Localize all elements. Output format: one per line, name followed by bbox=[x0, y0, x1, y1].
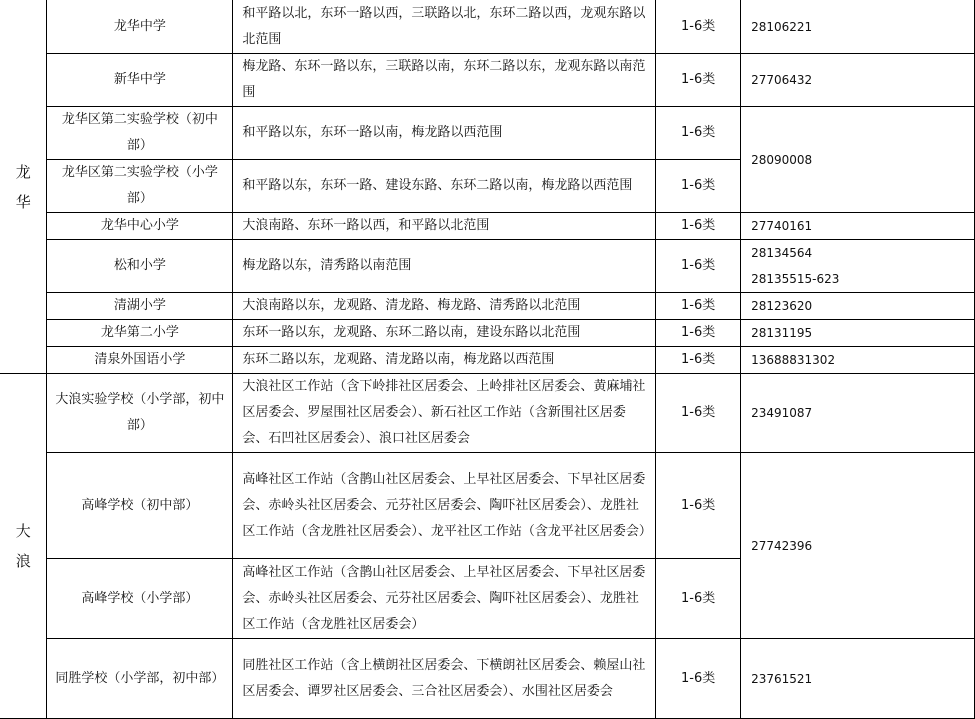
enrollment-range: 和平路以东，东环一路、建设东路、东环二路以南，梅龙路以西范围 bbox=[233, 160, 656, 213]
table-row bbox=[0, 54, 975, 107]
category: 1-6类 bbox=[656, 160, 741, 213]
enrollment-range: 大浪社区工作站（含下岭排社区居委会、上岭排社区居委会、黄麻埔社区居委会、罗屋围社区居委会）、新石社区工作站（含新围社区居委会、石凹社区居委会）、浪口社区居委会 bbox=[233, 374, 656, 453]
category: 1-6类 bbox=[656, 107, 741, 160]
phone-number: 28123620 bbox=[741, 293, 975, 320]
category: 1-6类 bbox=[656, 453, 741, 559]
category: 1-6类 bbox=[656, 240, 741, 293]
table-row bbox=[0, 240, 975, 293]
table-row bbox=[0, 453, 975, 559]
category: 1-6类 bbox=[656, 639, 741, 719]
phone-number: 27740161 bbox=[741, 213, 975, 240]
school-name: 龙华区第二实验学校（初中部） bbox=[47, 107, 233, 160]
enrollment-range: 大浪南路、东环一路以西，和平路以北范围 bbox=[233, 213, 656, 240]
enrollment-range: 梅龙路、东环一路以东，三联路以南，东环二路以东，龙观东路以南范围 bbox=[233, 54, 656, 107]
enrollment-range: 高峰社区工作站（含鹊山社区居委会、上早社区居委会、下早社区居委会、赤岭头社区居委会、元芬社区居委会、陶吓社区居委会）、龙胜社区工作站（含龙胜社区居委会）、龙平社区工作站（含龙平社区居委会） bbox=[233, 453, 656, 559]
school-name: 大浪实验学校（小学部，初中部） bbox=[47, 374, 233, 453]
district-char: 华 bbox=[15, 192, 31, 211]
table-row bbox=[0, 347, 975, 374]
table-row bbox=[0, 639, 975, 719]
phone-number: 28131195 bbox=[741, 320, 975, 347]
category: 1-6类 bbox=[656, 347, 741, 374]
table-row bbox=[0, 107, 975, 160]
phone-number: 28090008 bbox=[741, 107, 975, 213]
enrollment-range: 和平路以东，东环一路以南，梅龙路以西范围 bbox=[233, 107, 656, 160]
phone-number: 28135515-623 bbox=[751, 272, 840, 286]
district-char: 大 bbox=[15, 522, 31, 540]
enrollment-range: 东环二路以东，龙观路、清龙路以南，梅龙路以西范围 bbox=[233, 347, 656, 374]
school-name: 龙华第二小学 bbox=[47, 320, 233, 347]
phone-number: 28134564 bbox=[751, 246, 813, 260]
enrollment-range: 大浪南路以东，龙观路、清龙路、梅龙路、清秀路以北范围 bbox=[233, 293, 656, 320]
enrollment-range: 高峰社区工作站（含鹊山社区居委会、上早社区居委会、下早社区居委会、赤岭头社区居委会、元芬社区居委会、陶吓社区居委会）、龙胜社区工作站（含龙胜社区居委会） bbox=[233, 559, 656, 639]
district-cell-dalang bbox=[0, 374, 47, 719]
category: 1-6类 bbox=[656, 559, 741, 639]
enrollment-range: 东环一路以东，龙观路、东环二路以南，建设东路以北范围 bbox=[233, 320, 656, 347]
school-name: 高峰学校（初中部） bbox=[47, 453, 233, 559]
phone-cell bbox=[741, 240, 975, 293]
school-name: 龙华区第二实验学校（小学部） bbox=[47, 160, 233, 213]
enrollment-range: 和平路以北，东环一路以西，三联路以北，东环二路以西，龙观东路以北范围 bbox=[233, 0, 656, 54]
school-name: 清湖小学 bbox=[47, 293, 233, 320]
table-row bbox=[0, 213, 975, 240]
school-name: 新华中学 bbox=[47, 54, 233, 107]
school-name: 同胜学校（小学部，初中部） bbox=[47, 639, 233, 719]
enrollment-range: 梅龙路以东，清秀路以南范围 bbox=[233, 240, 656, 293]
school-name: 清泉外国语小学 bbox=[47, 347, 233, 374]
phone-number: 13688831302 bbox=[741, 347, 975, 374]
phone-number: 23491087 bbox=[741, 374, 975, 453]
phone-number: 28106221 bbox=[741, 0, 975, 54]
district-cell-longhua bbox=[0, 0, 47, 374]
school-name: 松和小学 bbox=[47, 240, 233, 293]
enrollment-range: 同胜社区工作站（含上横朗社区居委会、下横朗社区居委会、赖屋山社区居委会、谭罗社区居委会、三合社区居委会）、水围社区居委会 bbox=[233, 639, 656, 719]
school-name: 龙华中心小学 bbox=[47, 213, 233, 240]
phone-number: 27742396 bbox=[741, 453, 975, 639]
category: 1-6类 bbox=[656, 293, 741, 320]
phone-number: 27706432 bbox=[741, 54, 975, 107]
category: 1-6类 bbox=[656, 0, 741, 54]
district-char: 浪 bbox=[15, 552, 31, 570]
table-row bbox=[0, 374, 975, 453]
table-row bbox=[0, 320, 975, 347]
table-row bbox=[0, 293, 975, 320]
table-row bbox=[0, 0, 975, 54]
phone-number: 23761521 bbox=[741, 639, 975, 719]
school-name: 龙华中学 bbox=[47, 0, 233, 54]
school-name: 高峰学校（小学部） bbox=[47, 559, 233, 639]
district-char: 龙 bbox=[15, 162, 31, 181]
category: 1-6类 bbox=[656, 213, 741, 240]
category: 1-6类 bbox=[656, 374, 741, 453]
category: 1-6类 bbox=[656, 320, 741, 347]
category: 1-6类 bbox=[656, 54, 741, 107]
